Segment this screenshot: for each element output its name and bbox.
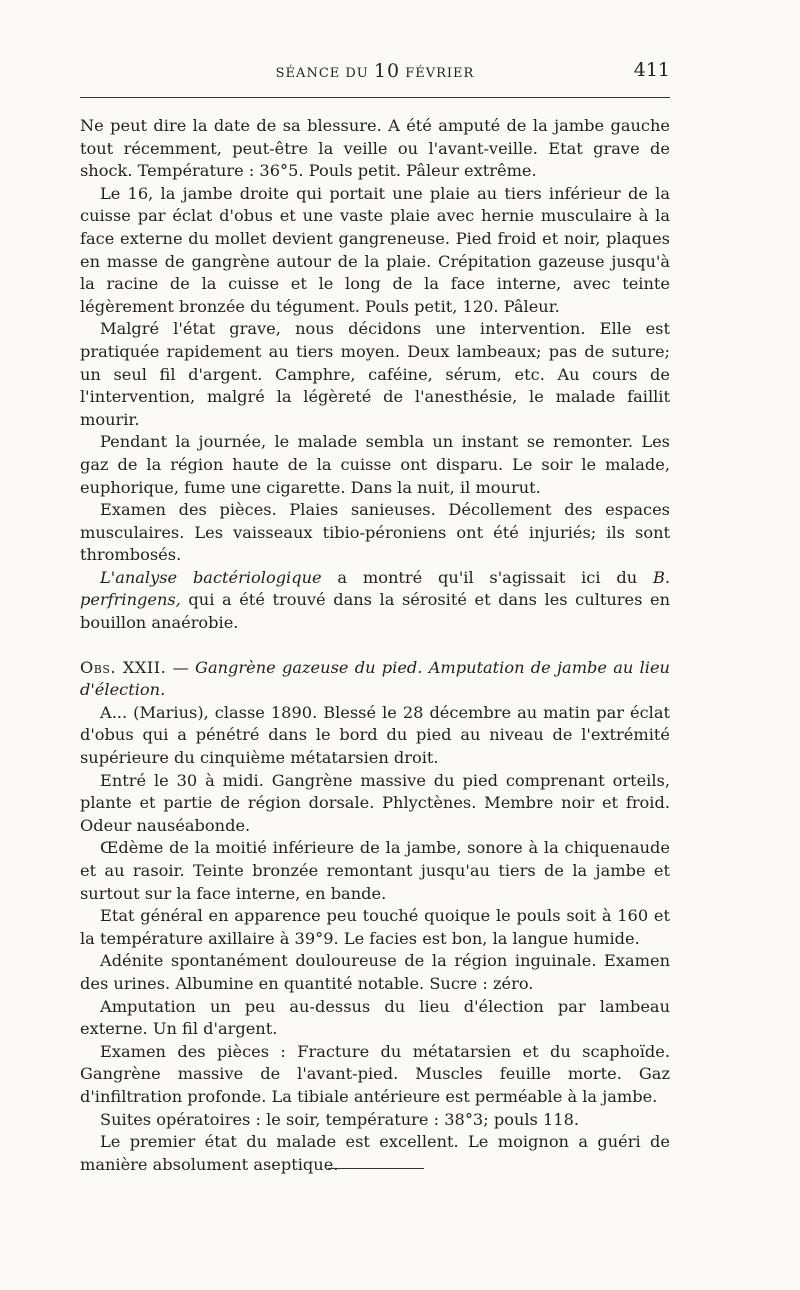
paragraph-9: Œdème de la moitié inférieure de la jambe, sonore à la chiquenaude et au rasoir. Teinte bronzée remontant jusqu'au tiers de la jambe et surtout sur la face interne, en bande. bbox=[80, 838, 670, 903]
bacteriology-phrase: L'analyse bactériologique bbox=[100, 567, 322, 587]
running-head-day: 10 bbox=[373, 60, 401, 82]
paragraph-6-mid: a montré qu'il s'agissait ici du bbox=[321, 567, 653, 587]
paragraph-14: Suites opératoires : le soir, température : 38°3; pouls 118. bbox=[100, 1109, 580, 1129]
page-number: 411 bbox=[633, 59, 670, 81]
observation-title: Gangrène gazeuse du pied. Amputation de jambe au lieu d'élection. bbox=[80, 657, 670, 700]
paragraph-2: Le 16, la jambe droite qui portait une plaie au tiers inférieur de la cuisse par éclat d'obus et une vaste plaie avec hernie musculaire à la face externe du mollet devient gangreneuse. Pied froid et noir, plaques en masse de gangrène autour de la plaie. Crépitation gazeuse jusqu'à la racine de la cuisse et le long de la face interne, avec teinte légèrement bronzée du tégument. Pouls petit, 120. Pâleur. bbox=[80, 183, 670, 316]
paragraph-4: Pendant la journée, le malade sembla un instant se remonter. Les gaz de la région haute de la cuisse ont disparu. Le soir le malade, euphorique, fume une cigarette. Dans la nuit, il mourut. bbox=[80, 432, 670, 497]
observation-heading bbox=[80, 657, 670, 702]
running-head-post: FÉVRIER bbox=[400, 66, 475, 81]
paragraph-3: Malgré l'état grave, nous décidons une intervention. Elle est pratiquée rapidement au tiers moyen. Deux lambeaux; pas de suture; un seul fil d'argent. Camphre, caféine, sérum, etc. Au cours de l'intervention, malgré la légèreté de l'anesthésie, le malade faillit mourir. bbox=[80, 319, 670, 429]
paragraph-12: Amputation un peu au-dessus du lieu d'élection par lambeau externe. Un fil d'argent. bbox=[80, 996, 670, 1039]
paragraph-6 bbox=[80, 567, 670, 635]
paragraph-6-end: qui a été trouvé dans la sérosité et dans les cultures en bouillon anaérobie. bbox=[80, 590, 670, 633]
running-head-pre: SÉANCE DU bbox=[275, 66, 374, 81]
paragraph-1: Ne peut dire la date de sa blessure. A été amputé de la jambe gauche tout récemment, peut-être la veille ou l'avant-veille. Etat grave de shock. Température : 36°5. Pouls petit. Pâleur extrême. bbox=[80, 116, 670, 181]
end-rule bbox=[328, 1168, 424, 1169]
page-header bbox=[80, 60, 670, 84]
paragraph-15: Le premier état du malade est excellent. Le moignon a guéri de manière absolument aseptique. bbox=[80, 1132, 670, 1174]
paragraph-10: Etat général en apparence peu touché quoique le pouls soit à 160 et la température axillaire à 39°9. Le facies est bon, la langue humide. bbox=[80, 906, 670, 948]
section-gap bbox=[80, 635, 670, 657]
paragraph-11: Adénite spontanément douloureuse de la région inguinale. Examen des urines. Albumine en quantité notable. Sucre : zéro. bbox=[80, 951, 670, 993]
paragraph-5: Examen des pièces. Plaies sanieuses. Décollement des espaces musculaires. Les vaisseaux tibio-péroniens ont été injuriés; ils sont thrombosés. bbox=[80, 500, 670, 565]
body-text bbox=[80, 115, 670, 1176]
observation-dash: — bbox=[166, 657, 196, 677]
organism-name: B. perfringens, bbox=[80, 567, 670, 610]
header-rule bbox=[80, 97, 670, 98]
paragraph-7: A... (Marius), classe 1890. Blessé le 28 décembre au matin par éclat d'obus qui a pénétré dans le bord du pied au niveau de l'extrémité supérieure du cinquième métatarsien droit. bbox=[80, 702, 670, 768]
running-head bbox=[80, 60, 670, 82]
paragraph-8: Entré le 30 à midi. Gangrène massive du pied comprenant orteils, plante et partie de région dorsale. Phlyctènes. Membre noir et froid. Odeur nauséabonde. bbox=[80, 770, 670, 835]
observation-label: Obs. XXII. bbox=[80, 657, 167, 677]
paragraph-13: Examen des pièces : Fracture du métatarsien et du scaphoïde. Gangrène massive de l'avant-pied. Muscles feuille morte. Gaz d'infiltration profonde. La tibiale antérieure est perméable à la jambe. bbox=[80, 1041, 670, 1106]
